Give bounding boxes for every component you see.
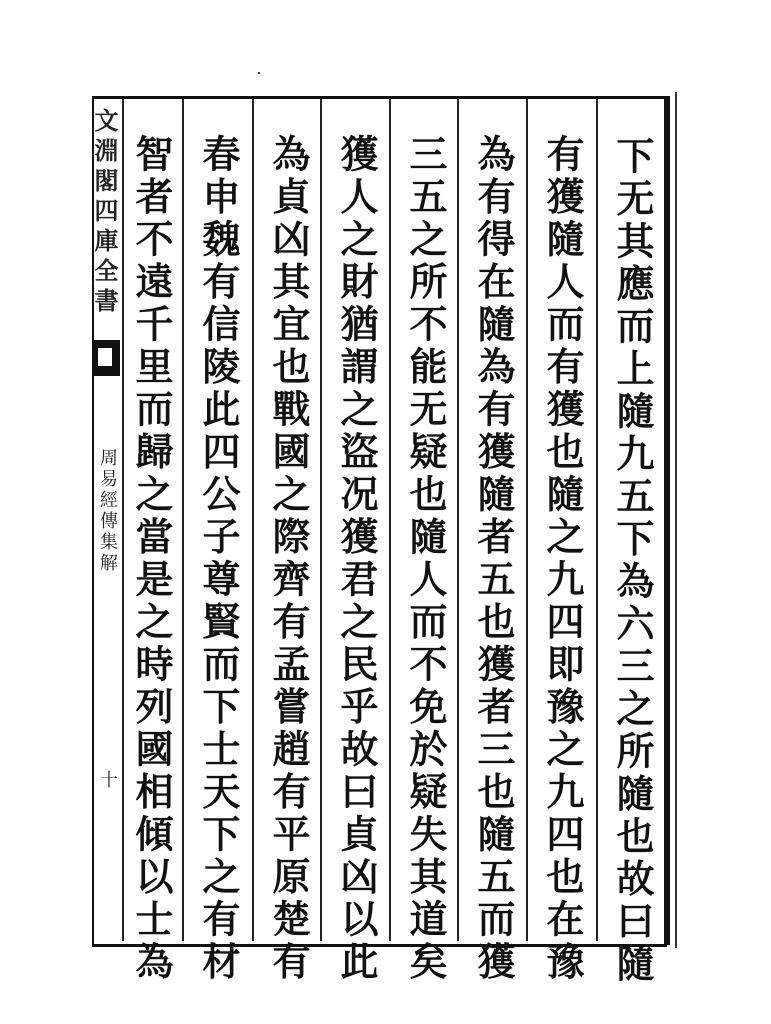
frame-right-outer-border: [675, 92, 677, 948]
column-rule: [252, 99, 254, 941]
text-column-4: 三五之所不能无疑也隨人而不免於疑失其道矣: [403, 134, 448, 984]
text-column-2: 有獲隨人而有獲也隨之九四即豫之九四也在豫: [540, 134, 585, 984]
margin-page-number: 十: [97, 770, 118, 788]
column-rule: [320, 99, 322, 941]
frame-right-border: [664, 96, 670, 945]
print-speck: [258, 72, 260, 74]
text-column-3: 為有得在隨為有獲隨者五也獲者三也隨五而獲: [471, 134, 516, 984]
fishtail-mark-notch: [98, 348, 112, 366]
text-column-1: 下无其應而上隨九五下為六三之所隨也故曰隨: [610, 136, 655, 986]
column-rule: [596, 99, 598, 941]
margin-book-title: 周易經傳集解: [97, 448, 118, 574]
column-rule: [182, 99, 184, 941]
column-rule: [389, 99, 391, 941]
spine-collection-title: 文淵閣四庫全書: [90, 108, 119, 318]
column-rule: [457, 99, 459, 941]
text-column-7: 春申魏有信陵此四公子尊賢而下士天下之有材: [196, 134, 241, 984]
column-rule: [526, 99, 528, 941]
text-column-8: 智者不遠千里而歸之當是之時列國相傾以士為: [129, 134, 174, 984]
text-column-5: 獲人之財猶謂之盜况獲君之民乎故曰貞凶以此: [334, 134, 379, 984]
text-column-6: 為貞凶其宜也戰國之際齊有孟嘗趙有平原楚有: [266, 134, 311, 984]
